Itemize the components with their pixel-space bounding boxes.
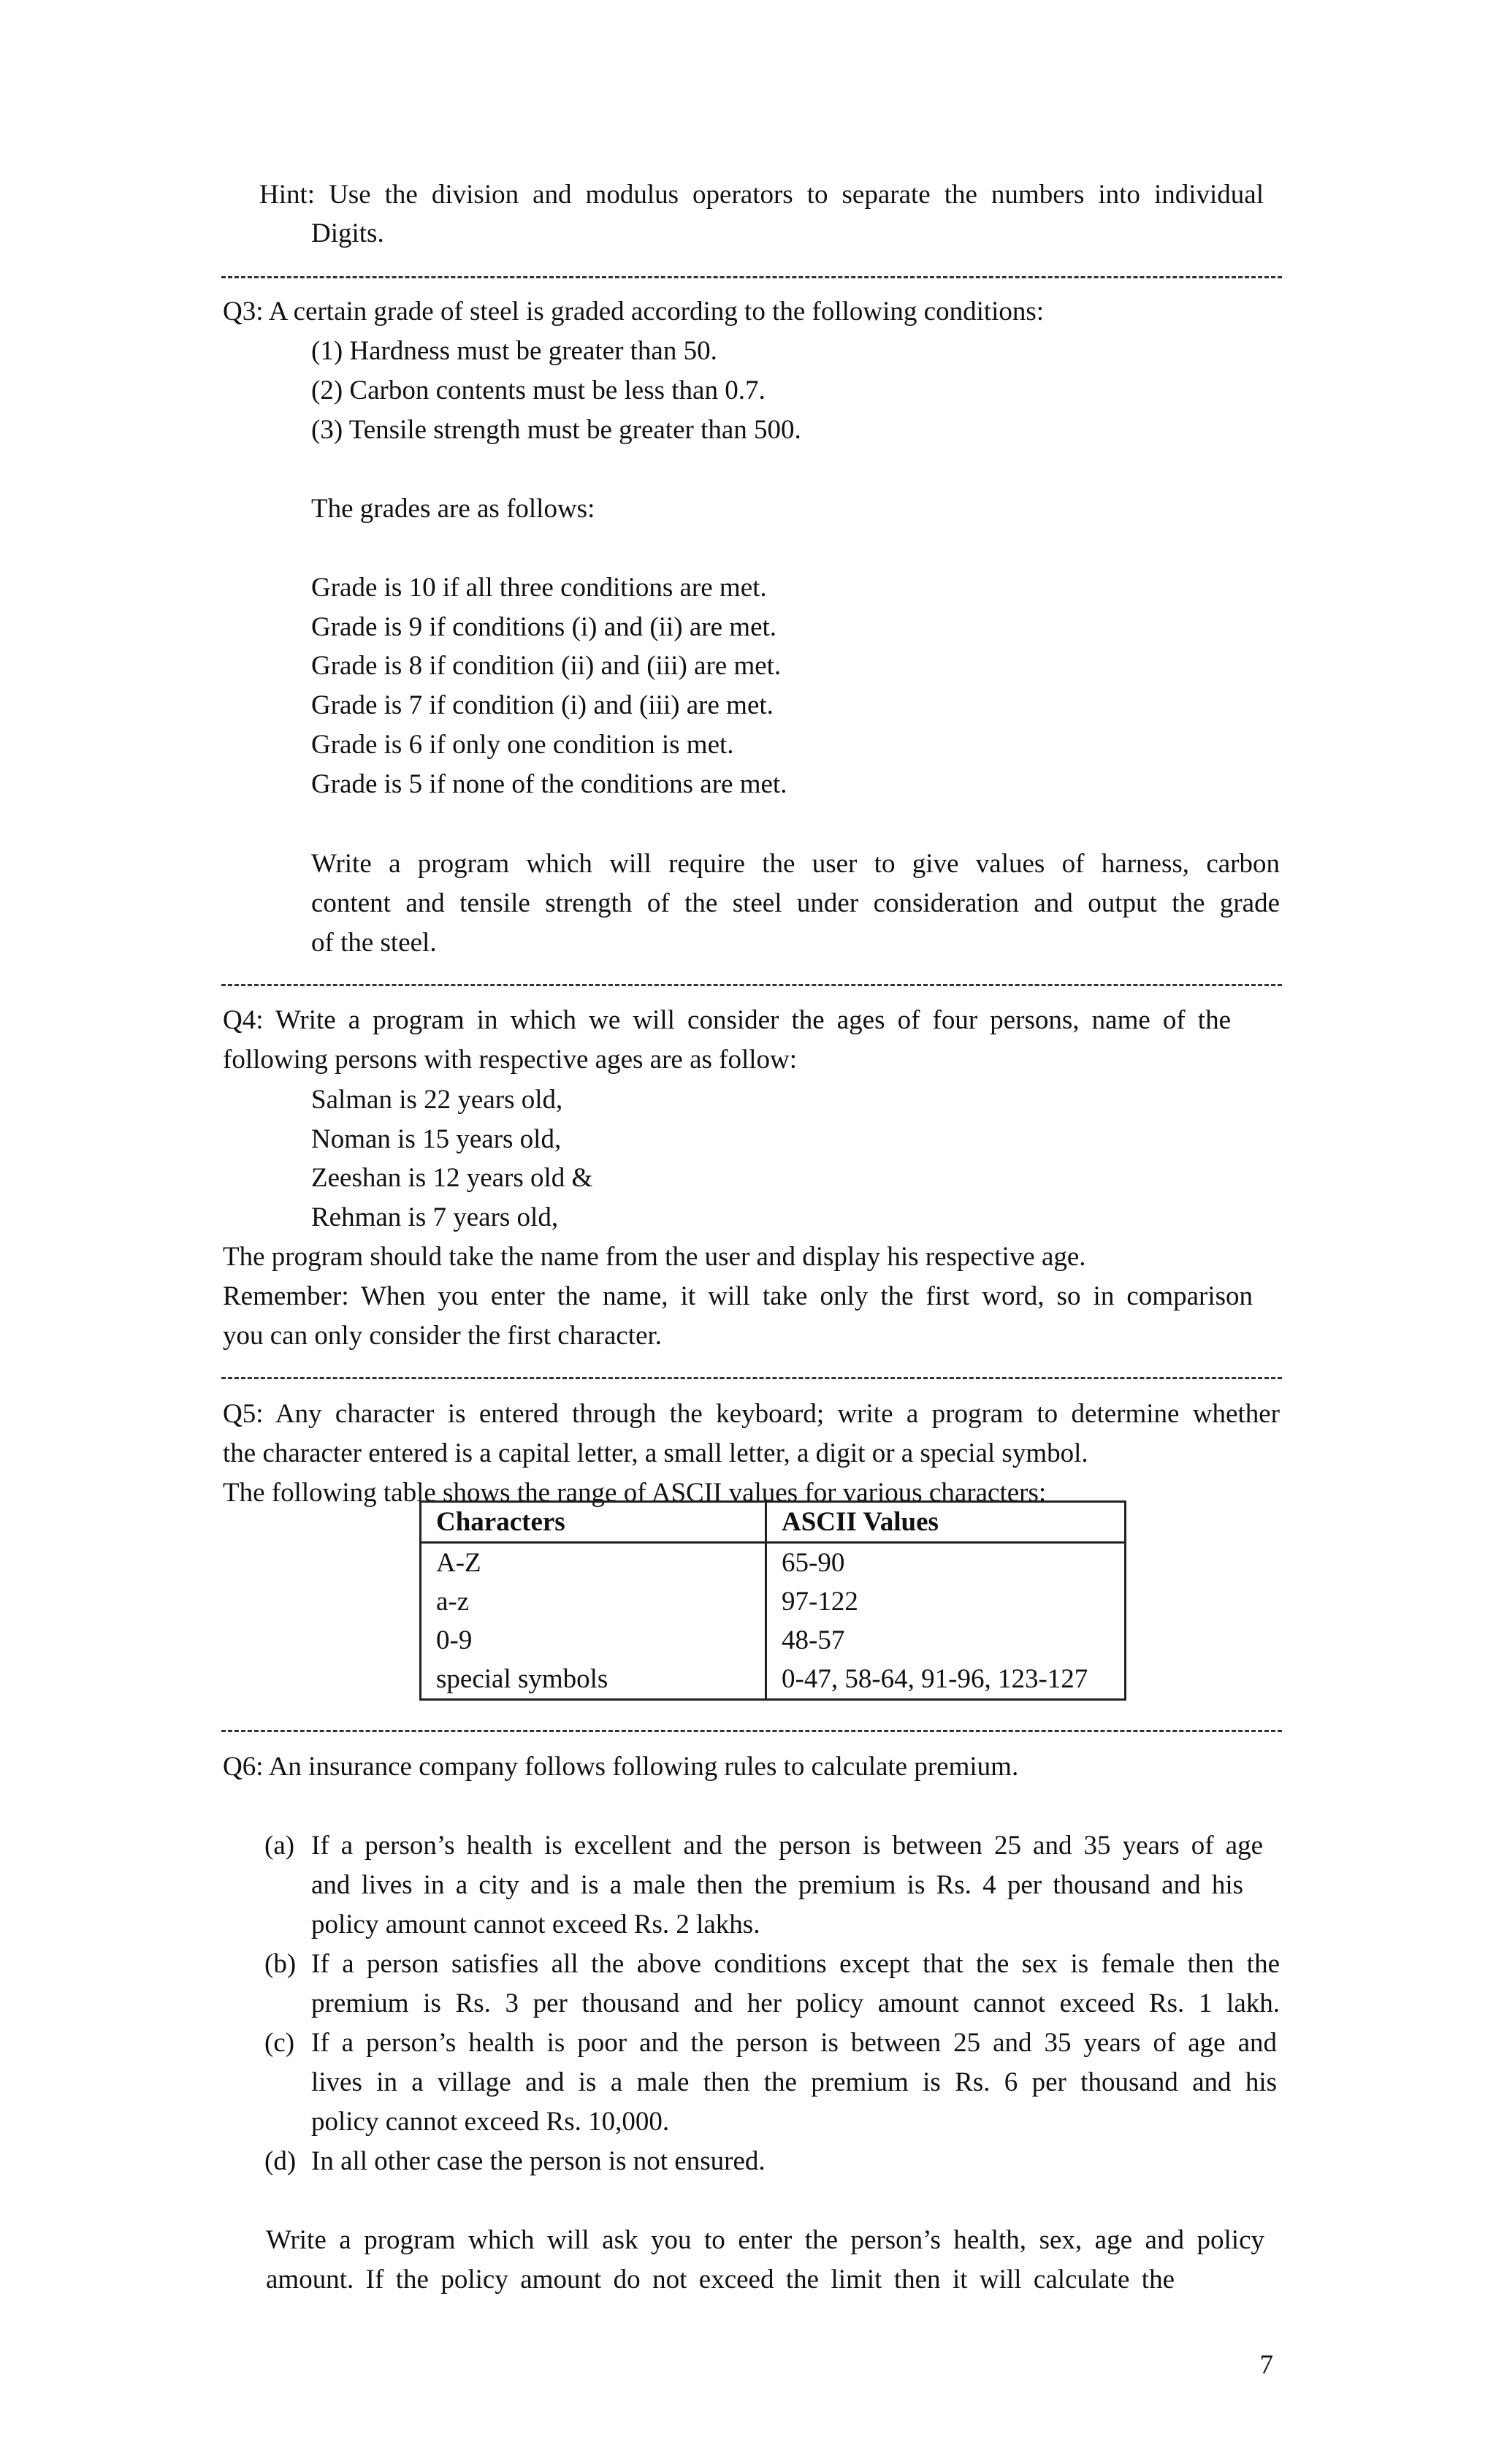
q4-person: Salman is 22 years old, (311, 1085, 563, 1115)
q3-grade: Grade is 10 if all three conditions are met. (311, 573, 767, 603)
table-cell: 65-90 (782, 1548, 845, 1578)
table-cell: A-Z (421, 1543, 766, 1583)
q4-person: Noman is 15 years old, (311, 1124, 562, 1154)
q6-task-line: amount. If the policy amount do not exceed the limit then it will calculate the (266, 2265, 1175, 2295)
separator (221, 984, 1282, 986)
page-number: 7 (1259, 2350, 1273, 2380)
q6-item-line: In all other case the person is not ensured. (311, 2146, 766, 2176)
table-header-ascii: ASCII Values (766, 1502, 1126, 1543)
table-cell: 0-9 (421, 1621, 766, 1660)
q4-line: following persons with respective ages are as follow: (223, 1045, 798, 1075)
table-header-row (421, 1502, 1126, 1543)
q3-grade: Grade is 6 if only one condition is met. (311, 730, 734, 760)
table-cell: special symbols (421, 1660, 766, 1700)
q4-after-line: Remember: When you enter the name, it will take only the first word, so in comparison (223, 1281, 1253, 1311)
q3-grades-intro: The grades are as follows: (311, 494, 595, 524)
table-row (421, 1543, 1126, 1583)
q3-condition: (3) Tensile strength must be greater than 500. (311, 415, 801, 445)
q3-condition: (1) Hardness must be greater than 50. (311, 336, 717, 366)
q3-grade: Grade is 8 if condition (ii) and (iii) are met. (311, 651, 782, 681)
q6-item-label: (b) (264, 1949, 297, 1979)
q4-after-line: The program should take the name from the user and display his respective age. (223, 1242, 1086, 1272)
q3-title: Q3: A certain grade of steel is graded according to the following conditions: (223, 297, 1045, 327)
ascii-table (419, 1500, 1126, 1701)
q6-item-line: and lives in a city and is a male then the premium is Rs. 4 per thousand and his (311, 1870, 1243, 1900)
hint-line-2: Digits. (311, 218, 384, 248)
table-row (421, 1621, 1126, 1660)
q6-item-line: lives in a village and is a male then the premium is Rs. 6 per thousand and his (311, 2067, 1277, 2097)
q6-item-label: (d) (264, 2146, 297, 2176)
separator (221, 1377, 1282, 1379)
q6-item-label: (c) (264, 2028, 295, 2058)
table-row (421, 1660, 1126, 1700)
table-cell: 48-57 (782, 1625, 845, 1655)
q6-item-line: If a person’s health is poor and the person is between 25 and 35 years of age and (311, 2028, 1277, 2058)
q6-item-line: If a person satisfies all the above conditions except that the sex is female then the (311, 1949, 1280, 1979)
q3-grade: Grade is 7 if condition (i) and (iii) are met. (311, 690, 774, 720)
table-cell: 0-47, 58-64, 91-96, 123-127 (782, 1664, 1088, 1694)
table-row (421, 1582, 1126, 1621)
q4-person: Zeeshan is 12 years old & (311, 1163, 593, 1193)
q6-item-line: premium is Rs. 3 per thousand and her policy amount cannot exceed Rs. 1 lakh. (311, 1988, 1280, 2018)
q3-condition: (2) Carbon contents must be less than 0.7. (311, 375, 766, 405)
q6-item-line: If a person’s health is excellent and the person is between 25 and 35 years of age (311, 1831, 1263, 1861)
table-cell: a-z (421, 1582, 766, 1621)
q5-line: The following table shows the range of ASCII values for various characters: (223, 1478, 1047, 1508)
q6-title: Q6: An insurance company follows following rules to calculate premium. (223, 1752, 1019, 1782)
q6-item-label: (a) (264, 1831, 295, 1861)
separator (221, 1730, 1282, 1732)
q3-task-line: of the steel. (311, 928, 437, 958)
q6-item-line: policy cannot exceed Rs. 10,000. (311, 2107, 670, 2137)
table-header-characters: Characters (421, 1502, 766, 1543)
q6-item-line: policy amount cannot exceed Rs. 2 lakhs. (311, 1910, 760, 1939)
hint-line-1: Hint: Use the division and modulus operators to separate the numbers into individual (259, 180, 1264, 210)
q4-after-line: you can only consider the first character. (223, 1321, 663, 1351)
table-cell: 97-122 (782, 1587, 858, 1617)
q3-grade: Grade is 9 if conditions (i) and (ii) are met. (311, 612, 777, 642)
q3-task-line: Write a program which will require the user to give values of harness, carbon (311, 849, 1280, 879)
q4-person: Rehman is 7 years old, (311, 1202, 559, 1232)
q6-task-line: Write a program which will ask you to enter the person’s health, sex, age and policy (266, 2225, 1264, 2255)
q4-line: Q4: Write a program in which we will consider the ages of four persons, name of the (223, 1005, 1231, 1035)
q5-line: Q5: Any character is entered through the keyboard; write a program to determine whether (223, 1399, 1280, 1429)
q5-line: the character entered is a capital letter, a small letter, a digit or a special symbol. (223, 1438, 1088, 1468)
q3-grade: Grade is 5 if none of the conditions are met. (311, 769, 787, 799)
separator (221, 276, 1282, 278)
q3-task-line: content and tensile strength of the steel under consideration and output the grade (311, 888, 1280, 918)
